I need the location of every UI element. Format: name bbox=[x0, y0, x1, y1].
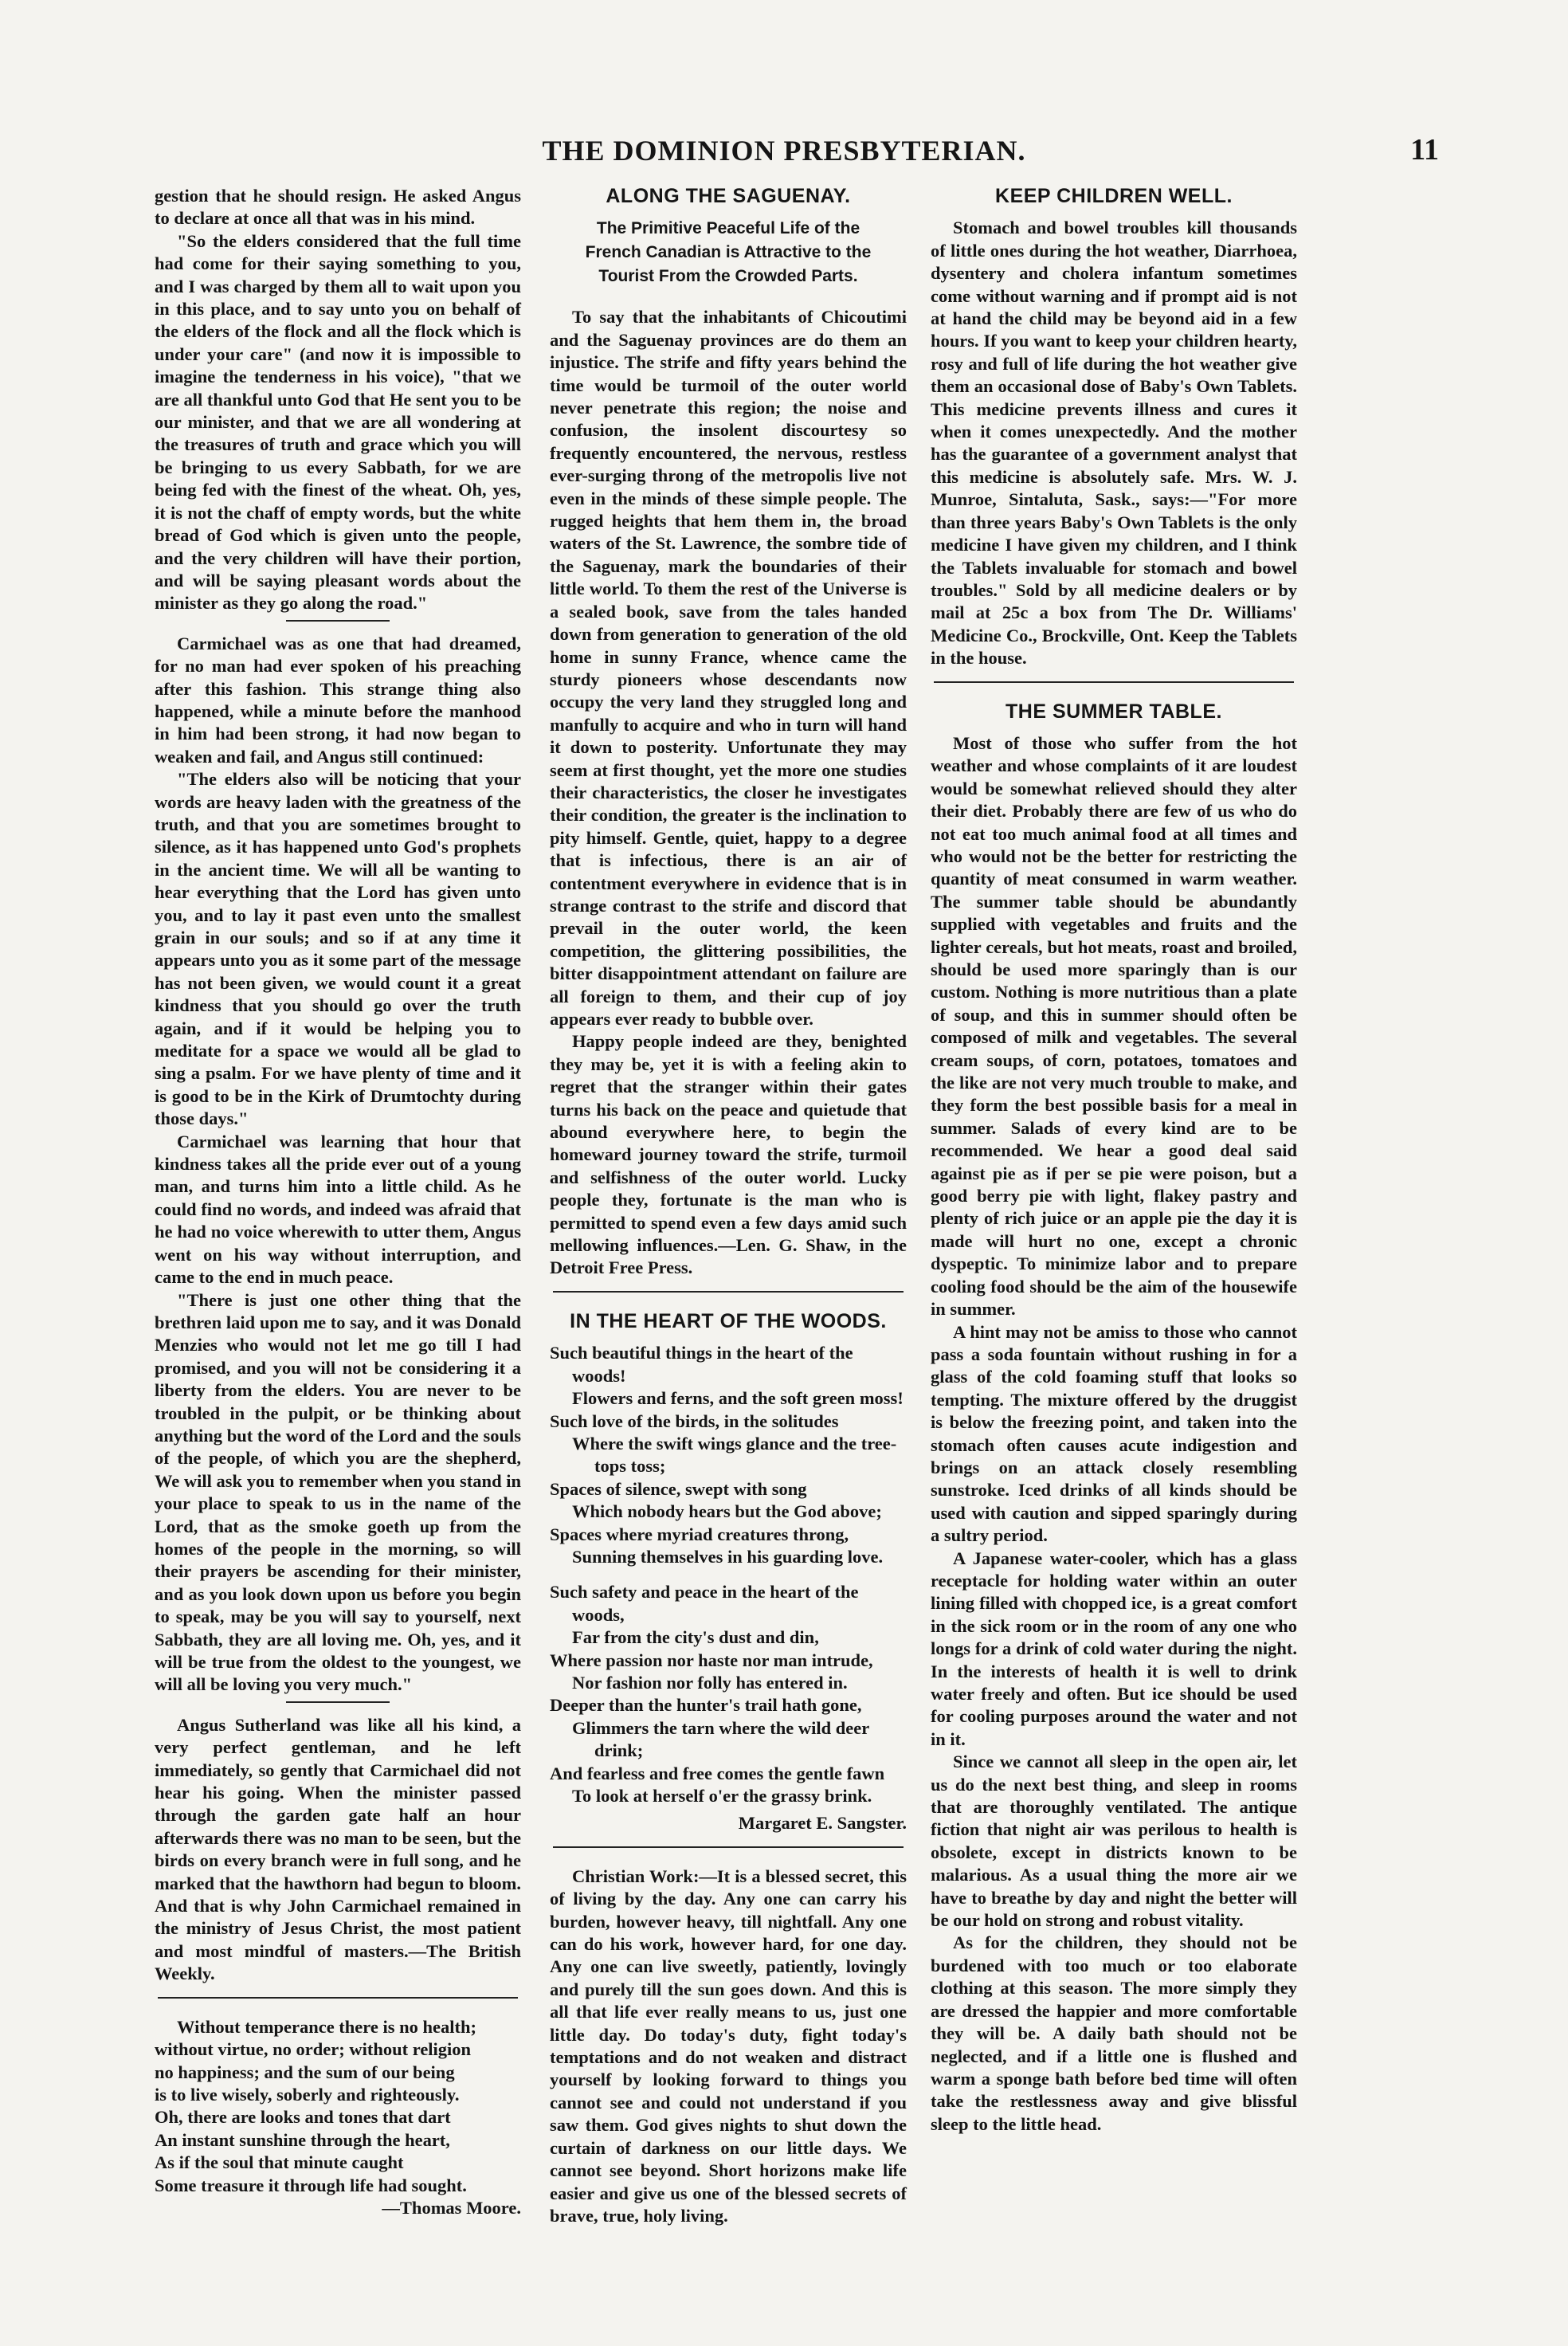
article-paragraph: Christian Work:—It is a blessed secret, this of living by the day. Any one can carry his burden, however heavy, till nightfall. Any one can do his work, however hard, for one day. Any one can live sweetly, patiently, lovingly and purely till the sun goes down. And this is all that life ever really means to us, just one little day. Do today's duty, fight today's temptations and do not weaken and distract yourself by looking forward to things you cannot see and could not understand if you saw them. God gives nights to shut down the curtain of darkness on our little days. We cannot see beyond. Short horizons make life easier and give us one of the blessed secrets of brave, true, holy living. bbox=[550, 1865, 907, 2226]
poem-line: Which nobody hears but the God above; bbox=[572, 1501, 882, 1522]
separator-rule bbox=[286, 620, 390, 622]
poem-author: Margaret E. Sangster. bbox=[738, 1813, 907, 1834]
poem-line: And fearless and free comes the gentle fawn bbox=[550, 1763, 885, 1783]
temperance-verse bbox=[155, 2016, 521, 2220]
article-paragraph: Happy people indeed are they, benighted they may be, yet it is with a feeling akin to regret that the stranger within their gates turns his back on the peace and quietude that abound everywhere here, to begin the homeward journey toward the strife, turmoil and selfishness of the outer world. Lucky people they, fortunate is the man who is permitted to spend even a few days amid such mellowing influences.—Len. G. Shaw, in the Detroit Free Press. bbox=[550, 1031, 907, 1278]
article-paragraph: "So the elders considered that the full time had come for their saying something to you, and I was charged by them all to wait upon you in this place, and to say unto you on behalf of the elders of the flock and all the flock which is under your care" (and now it is impossible to imagine the tenderness in his voice), "that we are all thankful unto God that He sent you to be our minister, and that we are all wondering at the treasures of truth and grace which you will be bringing to us every Sabbath, for we are being fed with the finest of the wheat. Oh, yes, it is not the chaff of empty words, but the white bread of God which is given unto the people, and the very children will have their portion, and will be saying pleasant words about the minister as they go along the road." bbox=[155, 230, 521, 614]
verse-line: no happiness; and the sum of our being bbox=[155, 2062, 455, 2082]
section-rule bbox=[158, 1997, 518, 1999]
masthead bbox=[0, 134, 1568, 174]
summer-table-heading: THE SUMMER TABLE. bbox=[1005, 700, 1222, 723]
section-rule bbox=[934, 681, 1294, 683]
poem-line: Such beautiful things in the heart of the woods! bbox=[550, 1343, 853, 1386]
article-paragraph: "There is just one other thing that the brethren laid upon me to say, and it was Donald Menzies who would not let me go till I had promised, and you will not be considering it a liberty from the elders. You are never to be troubled in the pulpit, or be thinking about anything but the word of the Lord and the souls of the people, of which you are the shepherd, We will ask you to remember when you stand in your place to speak to us in the name of the Lord, that as the smoke goeth up from the homes of the people in the morning, so will their prayers be ascending for their minister, and as you look down upon us before you begin to speak, may be you will say to yourself, next Sabbath, they are all loving me. Oh, yes, and it will be true from the oldest to the youngest, we will all be loving you very much." bbox=[155, 1289, 521, 1695]
poem-line: Spaces of silence, swept with song bbox=[550, 1478, 807, 1499]
verse-line: An instant sunshine through the heart, bbox=[155, 2129, 450, 2150]
verse-line: Some treasure it through life had sought. bbox=[155, 2175, 467, 2195]
poem-line: Glimmers the tarn where the wild deer drink; bbox=[572, 1717, 869, 1761]
section-rule bbox=[553, 1846, 904, 1848]
article-paragraph: Carmichael was learning that hour that kindness takes all the pride ever out of a young man, and turns him into a little child. As he could find no words, and indeed was afraid that he had no voice wherewith to utter them, Angus went on his way without interruption, and came to the end in much peace. bbox=[155, 1131, 521, 1288]
page-number: 11 bbox=[1410, 133, 1439, 167]
verse-line: is to live wisely, soberly and righteously. bbox=[155, 2084, 460, 2105]
poem-line: Such love of the birds, in the solitudes bbox=[550, 1410, 839, 1431]
poem bbox=[550, 1342, 907, 1807]
poem-line: Flowers and ferns, and the soft green moss! bbox=[572, 1388, 904, 1409]
verse-line: As if the soul that minute caught bbox=[155, 2152, 404, 2173]
article-paragraph: As for the children, they should not be burdened with too much or too elaborate clothing at this season. The more simply they are dressed the happier and more comfortable they will be. A daily bath should not be neglected, and if a little one is flushed and warm a sponge bath before bed time will often take the restlessness away and give blissful sleep to the little head. bbox=[931, 1932, 1297, 2134]
separator-rule bbox=[286, 1701, 390, 1703]
verse-attribution: —Thomas Moore. bbox=[382, 2197, 521, 2218]
verse-line: Without temperance there is no health; bbox=[177, 2016, 477, 2037]
verse-line: without virtue, no order; without religion bbox=[155, 2039, 472, 2060]
article-paragraph: Carmichael was as one that had dreamed, for no man had ever spoken of his preaching after this fashion. This strange thing also happened, while a minute before the manhood in him had been strong, it had now began to weaken and fail, and Angus still continued: bbox=[155, 633, 521, 767]
verse-line: Oh, there are looks and tones that dart bbox=[155, 2107, 451, 2128]
article-paragraph: Since we cannot all sleep in the open air, let us do the next best thing, and sleep in rooms that are thoroughly ventilated. The antique fiction that night air was perilous to health is obsolete, except in districts known to be malarious. As a usual thing the more air we have to breathe by day and night the better will be our hold on strong and robust vitality. bbox=[931, 1752, 1297, 1931]
poem-line: Nor fashion nor folly has entered in. bbox=[572, 1672, 848, 1693]
article-paragraph: "The elders also will be noticing that your words are heavy laden with the greatness of the truth, and that you are sometimes brought to silence, as it has happened unto God's prophets in the ancient time. We will all be wanting to hear everything that the Lord has given unto you, and to lay it past even unto the smallest grain in our souls; and so if at any time it appears unto you as it some part of the message has not been given, we would count it a great kindness that you should go over the truth again, and if it would be helping you to meditate for a space we would all be glad to sing a psalm. For we have plenty of time and it is good to be in the Kirk of Drumtochty during those days." bbox=[155, 769, 521, 1129]
column-3 bbox=[931, 185, 1297, 2136]
article-paragraph: A Japanese water-cooler, which has a glass receptacle for holding water within an outer lining filled with chopped ice, is a great comfort in the sick room or in the room of any one who longs for a drink of cold water during the night. In the interests of health it is well to drink water freely and often. But ice should be used for cooling purposes around the water and not in it. bbox=[931, 1548, 1297, 1749]
column-2 bbox=[550, 185, 907, 2227]
column-1 bbox=[155, 185, 521, 2219]
poem-line: Sunning themselves in his guarding love. bbox=[572, 1546, 884, 1567]
article-paragraph: Angus Sutherland was like all his kind, a very perfect gentleman, and he left immediately, so gently that Carmichael did not hear his going. When the minister passed through the garden gate half an hour afterwards there was no man to be seen, but the birds on every branch were in full song, and he marked that the hawthorn had begun to bloom. And that is why John Carmichael remained in the ministry of Jesus Christ, the most patient and most mindful of masters.—The British Weekly. bbox=[155, 1714, 521, 1984]
section-rule bbox=[553, 1291, 904, 1293]
poem-line: Such safety and peace in the heart of the woods, bbox=[550, 1582, 859, 1625]
poem-line: Where passion nor haste nor man intrude, bbox=[550, 1650, 873, 1670]
article-paragraph: Most of those who suffer from the hot weather and whose complaints of it are loudest would be somewhat relieved should they alter their diet. Probably there are few of us who do not eat too much animal food at all times and who would not be the better for restricting the quantity of meat consumed in warm weather. The summer table should be abundantly supplied with vegetables and fruits and the lighter cereals, but hot meats, roast and broiled, should be used more sparingly than is our custom. Nothing is more nutritious than a plate of soup, and this in summer should often be composed of milk and vegetables. The several cream soups, of corn, potatoes, tomatoes and the like are not very much trouble to make, and they form the best possible basis for a meal in summer. Salads of every kind are to be recommended. We hear a good deal said against pie as if per se pie were poison, but a good berry pie with light, flakey pastry and plenty of rich juice or an apple pie the day it is made will hurt no one, except a chronic dyspeptic. To minimize labor and to prepare cooling food should be the aim of the housewife in summer. bbox=[931, 732, 1297, 1320]
poem-line: To look at herself o'er the grassy brink. bbox=[572, 1786, 872, 1806]
poem-line: Where the swift wings glance and the tree-tops toss; bbox=[572, 1433, 897, 1477]
poem-heading: IN THE HEART OF THE WOODS. bbox=[570, 1309, 887, 1332]
article-paragraph: Stomach and bowel troubles kill thousands of little ones during the hot weather, Diarrhoea, dysentery and cholera infantum sometimes come without warning and if prompt aid is not at hand the child may be beyond aid in a few hours. If you want to keep your children hearty, rosy and full of life during the hot weather give them an occasional dose of Baby's Own Tablets. This medicine prevents illness and cures it when it comes unexpectedly. And the mother has the guarantee of a government analyst that this medicine is absolutely safe. Mrs. W. J. Munroe, Sintaluta, Sask., says:—"For more than three years Baby's Own Tablets is the only medicine I have given my children, and I think the Tablets invaluable for stomach and bowel troubles." Sold by all medicine dealers or by mail at 25c a box from The Dr. Williams' Medicine Co., Brockville, Ont. Keep the Tablets in the house. bbox=[931, 218, 1297, 669]
article-paragraph: A hint may not be amiss to those who cannot pass a soda fountain without rushing in for a glass of the cold foaming stuff that looks so tempting. The mixture offered by the druggist is below the freezing point, and taken into the stomach often causes acute indigestion and brings on an attack closely resembling sunstroke. Iced drinks of all kinds should be used with caution and sipped sparingly during a sultry period. bbox=[931, 1321, 1297, 1546]
poem-line: Far from the city's dust and din, bbox=[572, 1627, 819, 1648]
poem-line: Deeper than the hunter's trail hath gone, bbox=[550, 1695, 862, 1716]
newspaper-title: THE DOMINION PRESBYTERIAN. bbox=[542, 135, 1026, 167]
saguenay-heading: ALONG THE SAGUENAY. bbox=[606, 185, 851, 207]
poem-line: Spaces where myriad creatures throng, bbox=[550, 1524, 849, 1544]
article-paragraph: gestion that he should resign. He asked Angus to declare at once all that was in his mind. bbox=[155, 186, 521, 229]
saguenay-subheading: The Primitive Peaceful Life of the French Canadian is Attractive to the Tourist From the Crowded Parts. bbox=[585, 219, 872, 286]
keep-children-well-heading: KEEP CHILDREN WELL. bbox=[995, 185, 1233, 207]
article-paragraph: To say that the inhabitants of Chicoutimi and the Saguenay provinces are do them an injustice. The strife and fifty years behind the time would be turmoil of the outer world never penetrate this region; the noise and confusion, the insolent discourtesy so frequently encountered, the nervous, restless ever-surging throng of the metropolis live not even in the minds of these simple people. The rugged heights that hem them in, the broad waters of the St. Lawrence, the sombre tide of the Saguenay, mark the boundaries of their little world. To them the rest of the Universe is a sealed book, save from the tales handed down from generation to generation of the old home in sunny France, whence came the sturdy pioneers whose descendants now occupy the very land they struggled long and manfully to acquire and who in turn will hand it down to posterity. Unfortunate they may seem at first thought, yet the more one studies their characteristics, the closer he investigates their condition, the greater is the inclination to pity himself. Gentle, quiet, happy to a degree that is infectious, there is an air of contentment everywhere in evidence that is in strange contrast to the strife and discord that prevail in the outer world, the keen competition, the glittering possibilities, the bitter disappointment attendant on failure are all foreign to them, and their cup of joy appears ever ready to bubble over. bbox=[550, 307, 907, 1029]
